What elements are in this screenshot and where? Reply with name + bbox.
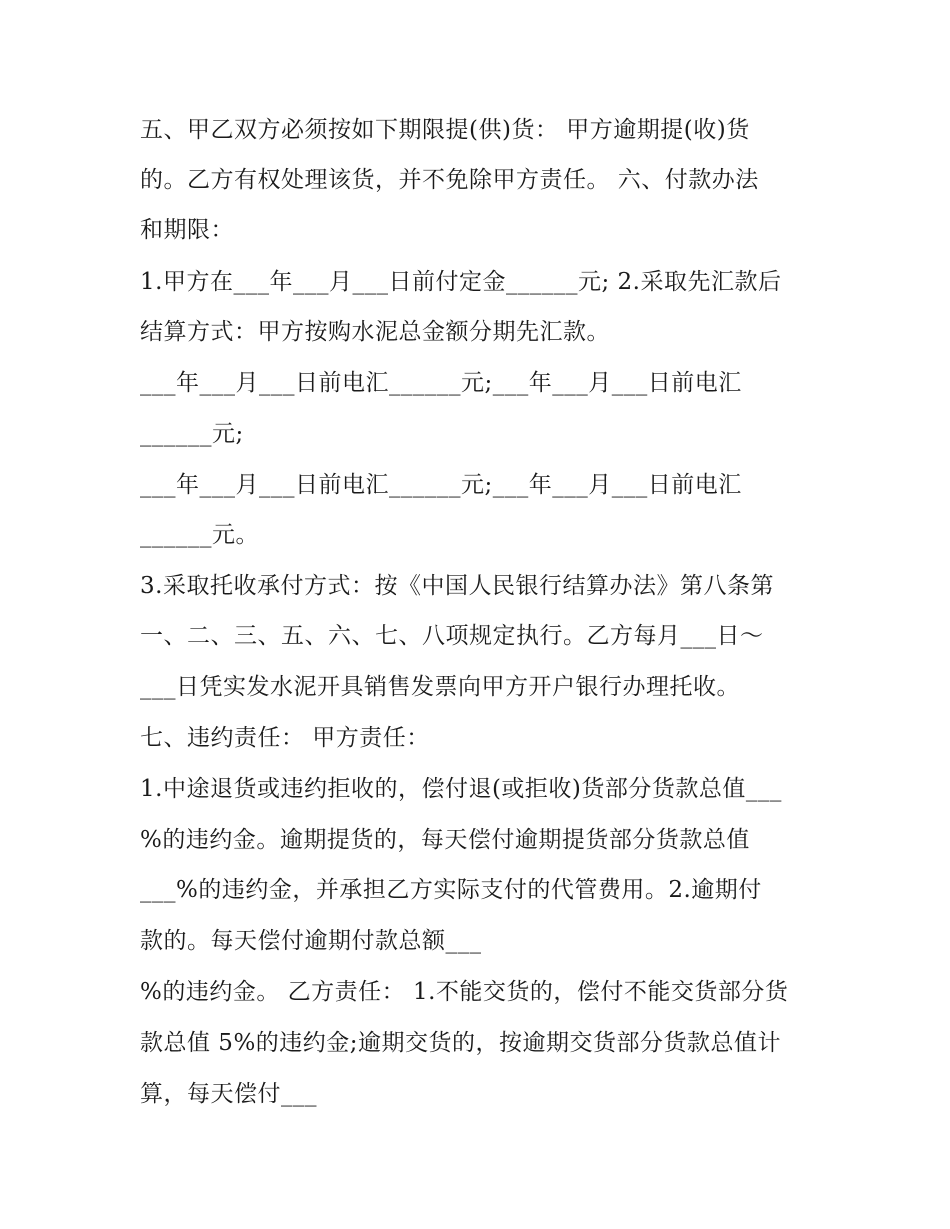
- text-line: ______元;: [140, 421, 244, 447]
- text-line: 五、甲乙双方必须按如下期限提(供)货： 甲方逾期提(收)货: [140, 117, 750, 143]
- text-line: 1.甲方在___年___月___日前付定金______元; 2.采取先汇款后: [140, 269, 782, 295]
- text-line: 结算方式：甲方按购水泥总金额分期先汇款。: [140, 319, 610, 345]
- text-line: ___年___月___日前电汇______元;___年___月___日前电汇: [140, 472, 742, 498]
- text-line: ______元。: [140, 522, 259, 548]
- text-line: 算，每天偿付___: [140, 1081, 317, 1107]
- text-line: ___日凭实发水泥开具销售发票向甲方开户银行办理托收。: [140, 674, 740, 700]
- text-line: 七、违约责任： 甲方责任：: [140, 725, 430, 751]
- text-line: ___年___月___日前电汇______元;___年___月___日前电汇: [140, 370, 742, 396]
- text-line: 1.中途退货或违约拒收的，偿付退(或拒收)货部分货款总值___: [140, 776, 782, 802]
- text-line: 3.采取托收承付方式：按《中国人民银行结算办法》第八条第: [140, 573, 774, 599]
- text-line: 一、二、三、五、六、七、八项规定执行。乙方每月___日～: [140, 623, 764, 649]
- text-line: 款的。每天偿付逾期付款总额___: [140, 928, 482, 954]
- text-line: 的。乙方有权处理该货，并不免除甲方责任。 六、付款办法: [140, 167, 759, 193]
- text-line: ___%的违约金，并承担乙方实际支付的代管费用。2.逾期付: [140, 877, 762, 903]
- text-line: 和期限：: [140, 217, 234, 243]
- text-line: 款总值 5%的违约金;逾期交货的，按逾期交货部分货款总值计: [140, 1030, 782, 1056]
- text-line: %的违约金。逾期提货的，每天偿付逾期提货部分货款总值: [140, 827, 750, 853]
- text-line: %的违约金。 乙方责任： 1.不能交货的，偿付不能交货部分货: [140, 979, 789, 1005]
